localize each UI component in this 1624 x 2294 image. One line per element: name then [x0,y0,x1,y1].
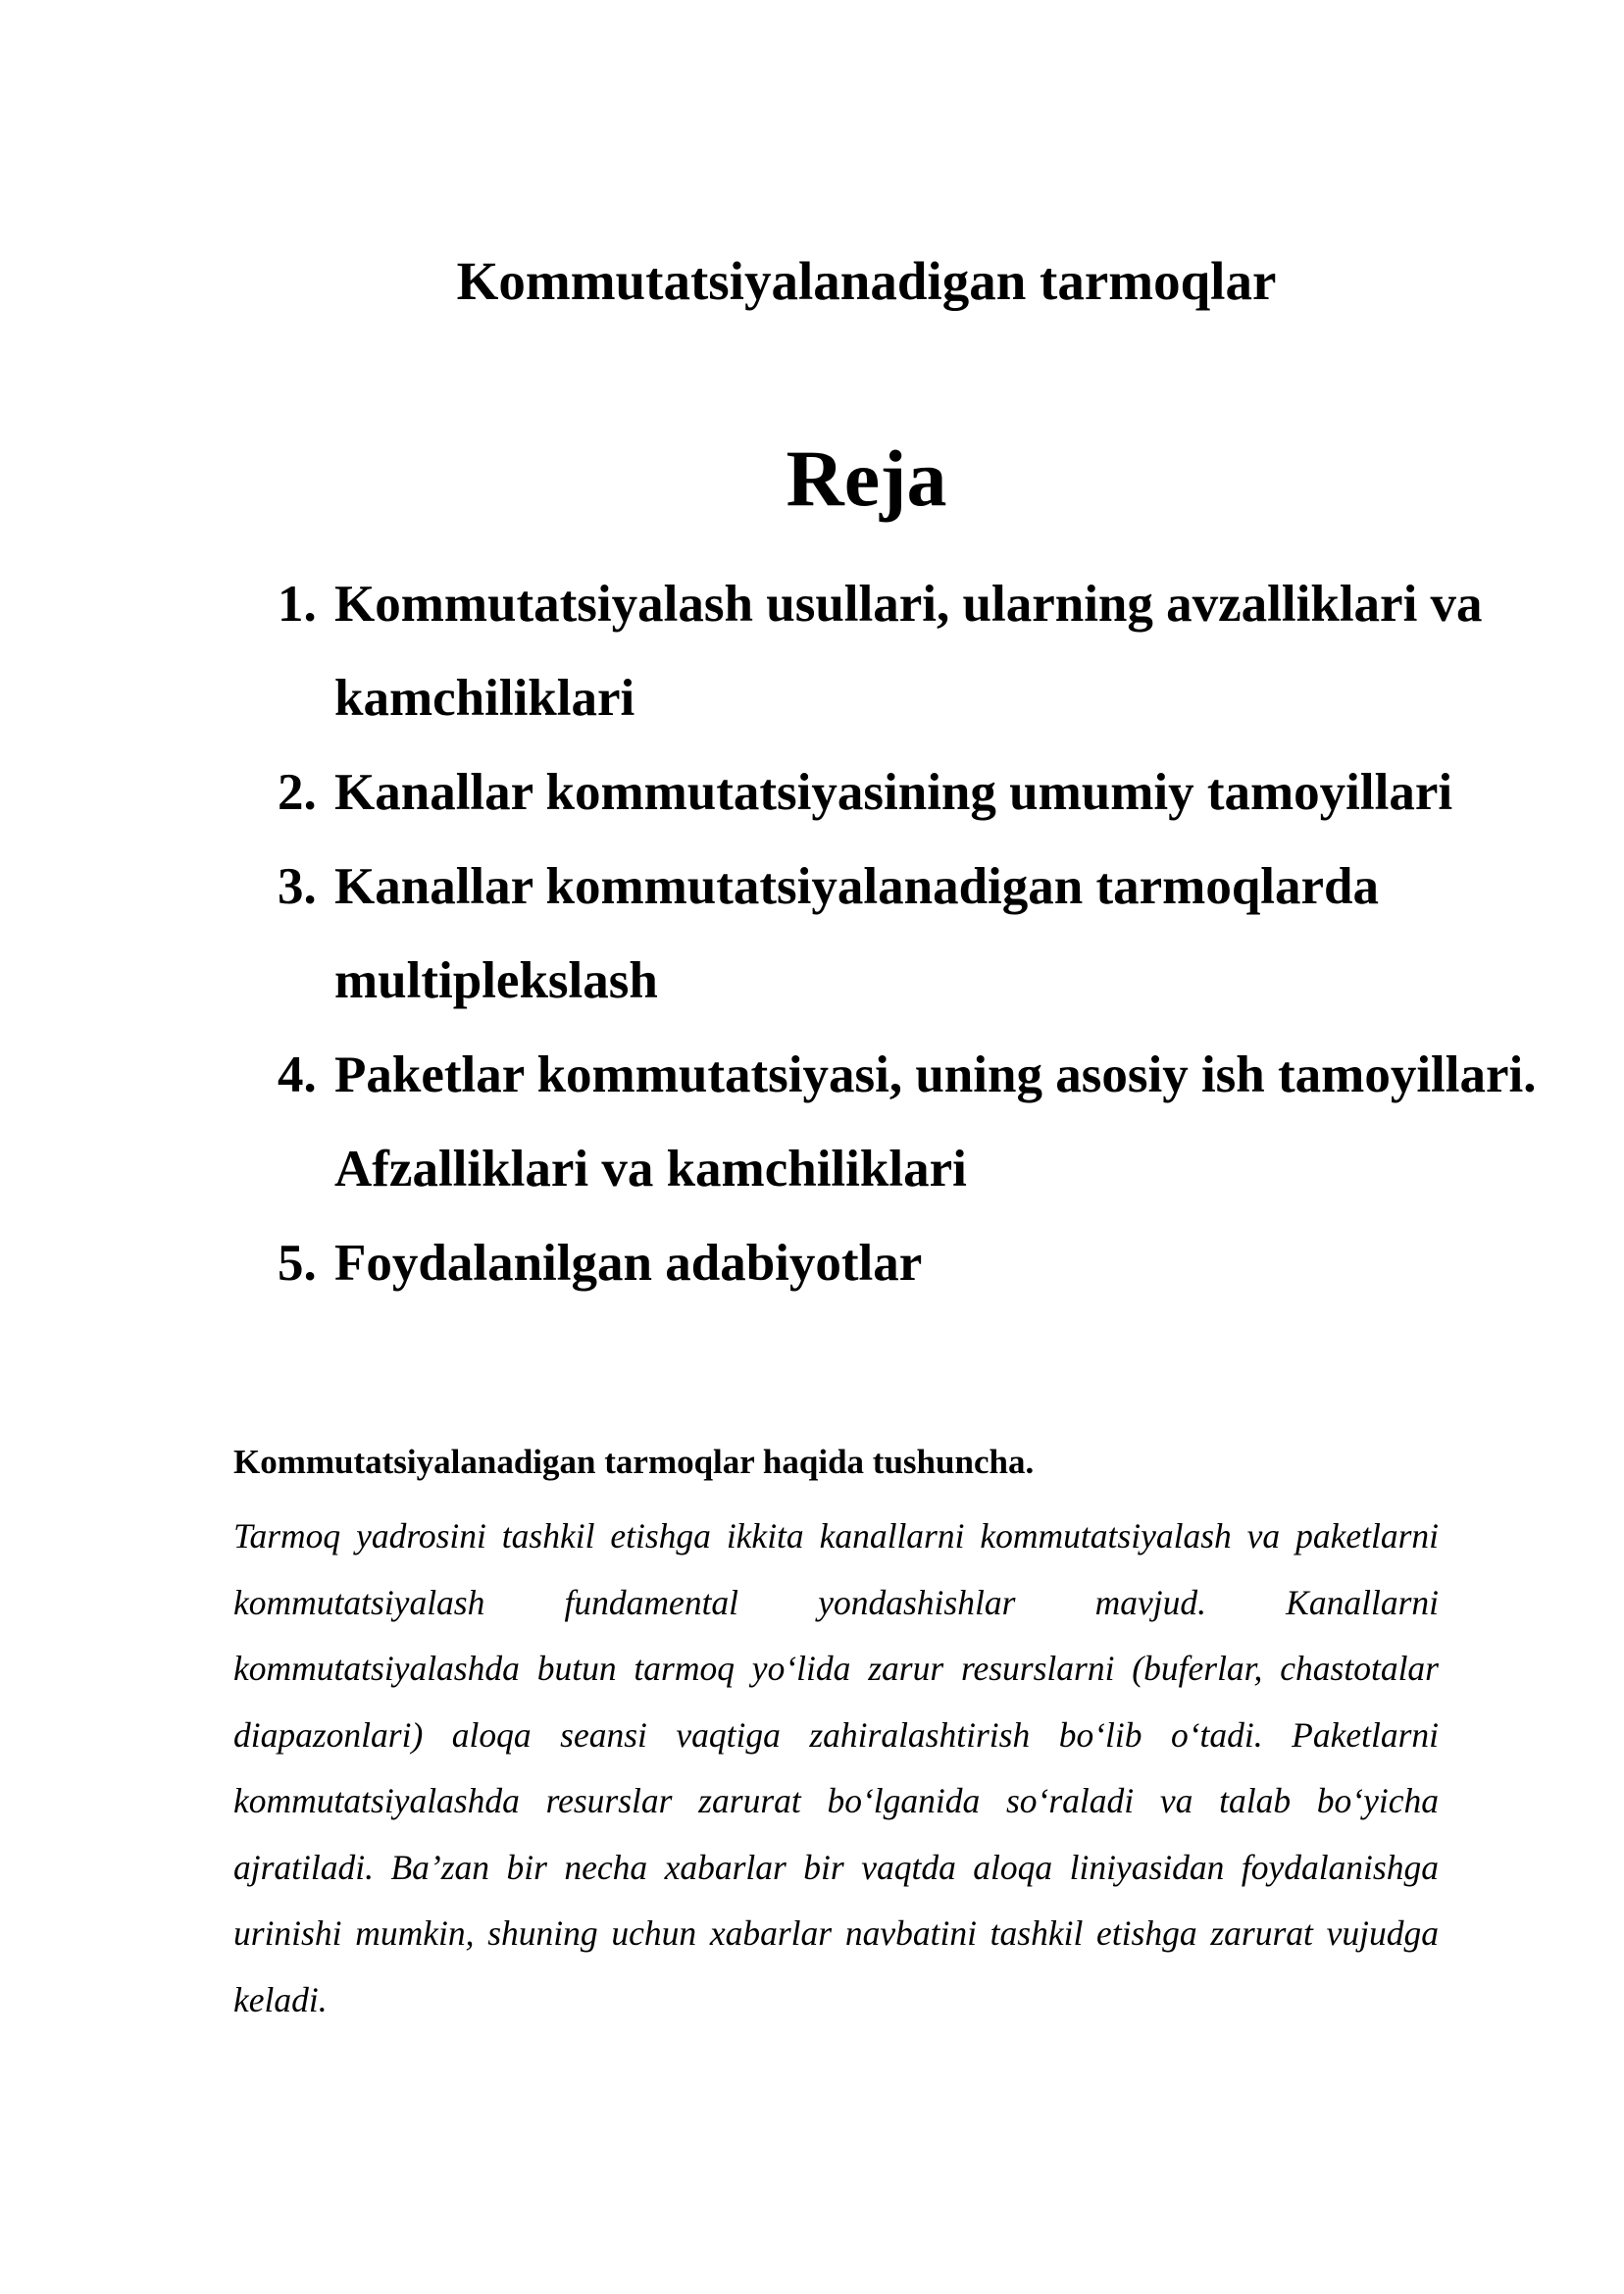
plan-item-text: Kanallar kommutatsiyasining umumiy tamoyillari [334,764,1453,821]
plan-item-number: 5. [278,1235,317,1292]
document-title: Kommutatsiyalanadigan tarmoqlar [456,251,1277,311]
plan-item-2 [278,745,1592,840]
section-body-paragraph: Tarmoq yadrosini tashkil etishga ikkita kanallarni kommutatsiyalash va paketlarni kommutatsiyalash fundamental yondashishlar mavjud. Kanallarni kommutatsiyalashda butun tarmoq yo‘lida zarur resurslarni (buferlar, chastotalar diapazonlari) aloqa seansi vaqtiga zahiralashtirish bo‘lib o‘tadi. Paketlarni kommutatsiyalashda resurslar zarurat bo‘lganida so‘raladi va talab bo‘yicha ajratiladi. Ba’zan bir necha xabarlar bir vaqtda aloqa liniyasidan foydalanishga urinishi mumkin, shuning uchun xabarlar navbatini tashkil etishga zarurat vujudga keladi. [233,1516,1439,2019]
plan-item-4 [278,1028,1592,1216]
plan-item-text: Paketlar kommutatsiyasi, uning asosiy ish tamoyillari. Afzalliklari va kamchiliklari [334,1046,1537,1198]
plan-heading: Reja [786,433,947,523]
plan-item-text: Kommutatsiyalash usullari, ularning avzalliklari va kamchiliklari [334,576,1483,727]
plan-item-number: 3. [278,858,317,915]
plan-item-number: 2. [278,764,317,821]
plan-item-number: 4. [278,1046,317,1103]
section-heading: Kommutatsiyalanadigan tarmoqlar haqida tushuncha. [233,1443,1035,1481]
plan-item-3 [278,840,1592,1028]
plan-item-1 [278,557,1592,745]
plan-item-number: 1. [278,576,317,633]
plan-list [278,557,1592,1310]
plan-item-5 [278,1216,1592,1310]
plan-item-text: Foydalanilgan adabiyotlar [334,1235,923,1292]
plan-item-text: Kanallar kommutatsiyalanadigan tarmoqlarda multiplekslash [334,858,1380,1009]
